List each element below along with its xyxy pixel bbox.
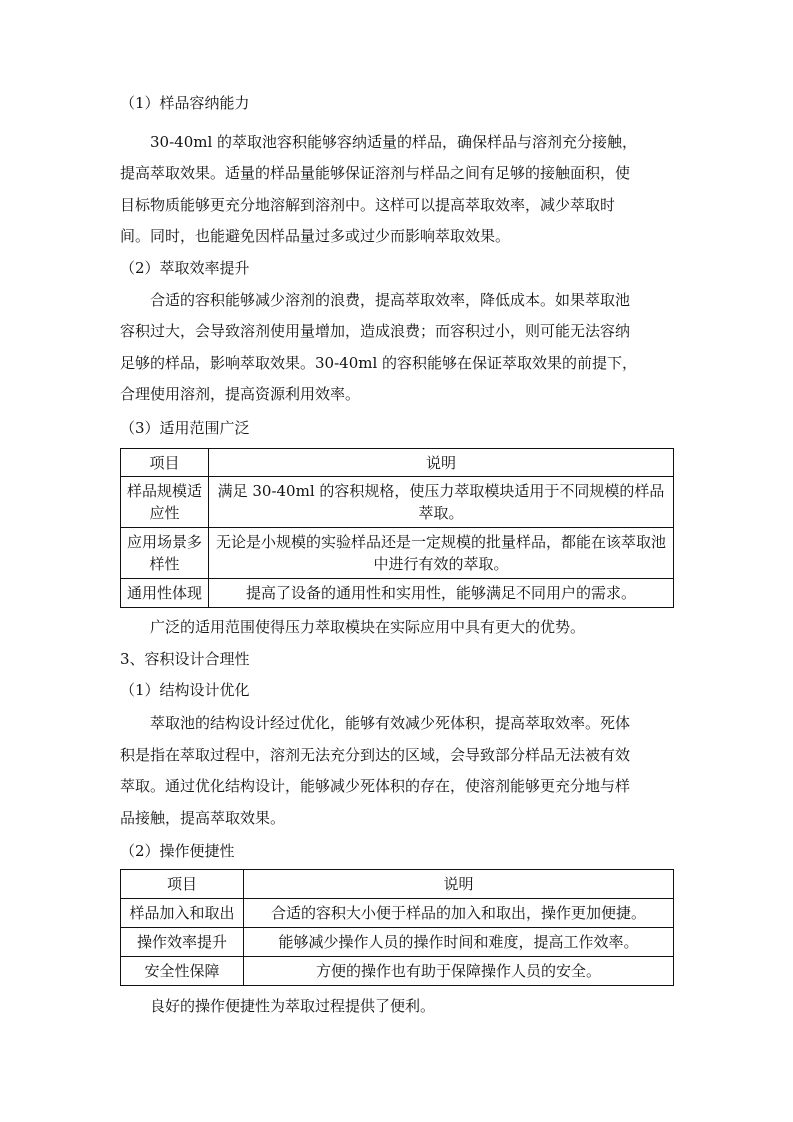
- table-cell: 能够减少操作人员的操作时间和难度，提高工作效率。: [244, 928, 674, 957]
- table-row: [121, 928, 674, 957]
- paragraph-line: 合适的容积能够减少溶剂的浪费，提高萃取效率，降低成本。如果萃取池: [150, 291, 631, 309]
- table-cell: 方便的操作也有助于保障操作人员的安全。: [244, 957, 674, 986]
- table-cell: 满足 30-40ml 的容积规格，使压力萃取模块适用于不同规模的样品萃取。: [209, 477, 674, 528]
- paragraph-line: 广泛的适用范围使得压力萃取模块在实际应用中具有更大的优势。: [150, 618, 586, 636]
- table-cell: 无论是小规模的实验样品还是一定规模的批量样品，都能在该萃取池中进行有效的萃取。: [209, 528, 674, 579]
- table-cell: 通用性体现: [121, 579, 209, 608]
- paragraph-line: 容积过大，会导致溶剂使用量增加，造成浪费；而容积过小，则可能无法容纳: [120, 322, 631, 340]
- heading-efficiency: （2）萃取效率提升: [120, 259, 250, 277]
- table-row: [121, 579, 674, 608]
- table-row: [121, 957, 674, 986]
- paragraph-line: 30-40ml 的萃取池容积能够容纳适量的样品，确保样品与溶剂充分接触，: [150, 133, 638, 151]
- table-cell: 样品加入和取出: [121, 899, 244, 928]
- table-header-row: [121, 449, 674, 477]
- paragraph-line: 良好的操作便捷性为萃取过程提供了便利。: [150, 997, 436, 1015]
- heading-scope: （3）适用范围广泛: [120, 419, 250, 437]
- paragraph-line: 积是指在萃取过程中，溶剂无法充分到达的区域，会导致部分样品无法被有效: [120, 746, 631, 764]
- scope-table: [120, 448, 674, 608]
- table-cell: 样品规模适应性: [121, 477, 209, 528]
- convenience-table: [120, 869, 674, 986]
- table-cell: 提高了设备的通用性和实用性，能够满足不同用户的需求。: [209, 579, 674, 608]
- table-row: [121, 899, 674, 928]
- table-cell: 操作效率提升: [121, 928, 244, 957]
- table-header-row: [121, 870, 674, 899]
- paragraph-line: 目标物质能够更充分地溶解到溶剂中。这样可以提高萃取效率，减少萃取时: [120, 196, 616, 214]
- table-row: [121, 477, 674, 528]
- heading-structure: （1）结构设计优化: [120, 681, 250, 699]
- paragraph-line: 萃取池的结构设计经过优化，能够有效减少死体积，提高萃取效率。死体: [150, 714, 631, 732]
- heading-convenience: （2）操作便捷性: [120, 842, 235, 860]
- paragraph-line: 间。同时，也能避免因样品量过多或过少而影响萃取效果。: [120, 227, 511, 245]
- header-cell: 说明: [209, 449, 674, 477]
- header-cell: 项目: [121, 870, 244, 899]
- table-row: [121, 528, 674, 579]
- header-cell: 项目: [121, 449, 209, 477]
- paragraph-line: 合理使用溶剂，提高资源利用效率。: [120, 385, 361, 403]
- table-cell: 应用场景多样性: [121, 528, 209, 579]
- section-heading: 3、容积设计合理性: [120, 650, 250, 668]
- paragraph-line: 足够的样品，影响萃取效果。30-40ml 的容积能够在保证萃取效果的前提下，: [120, 354, 638, 372]
- header-cell: 说明: [244, 870, 674, 899]
- paragraph-line: 品接触，提高萃取效果。: [120, 809, 286, 827]
- paragraph-line: 提高萃取效果。适量的样品量能够保证溶剂与样品之间有足够的接触面积，使: [120, 164, 631, 182]
- paragraph-line: 萃取。通过优化结构设计，能够减少死体积的存在，使溶剂能够更充分地与样: [120, 777, 631, 795]
- heading-sample-capacity: （1）样品容纳能力: [120, 94, 250, 112]
- table-cell: 安全性保障: [121, 957, 244, 986]
- table-cell: 合适的容积大小便于样品的加入和取出，操作更加便捷。: [244, 899, 674, 928]
